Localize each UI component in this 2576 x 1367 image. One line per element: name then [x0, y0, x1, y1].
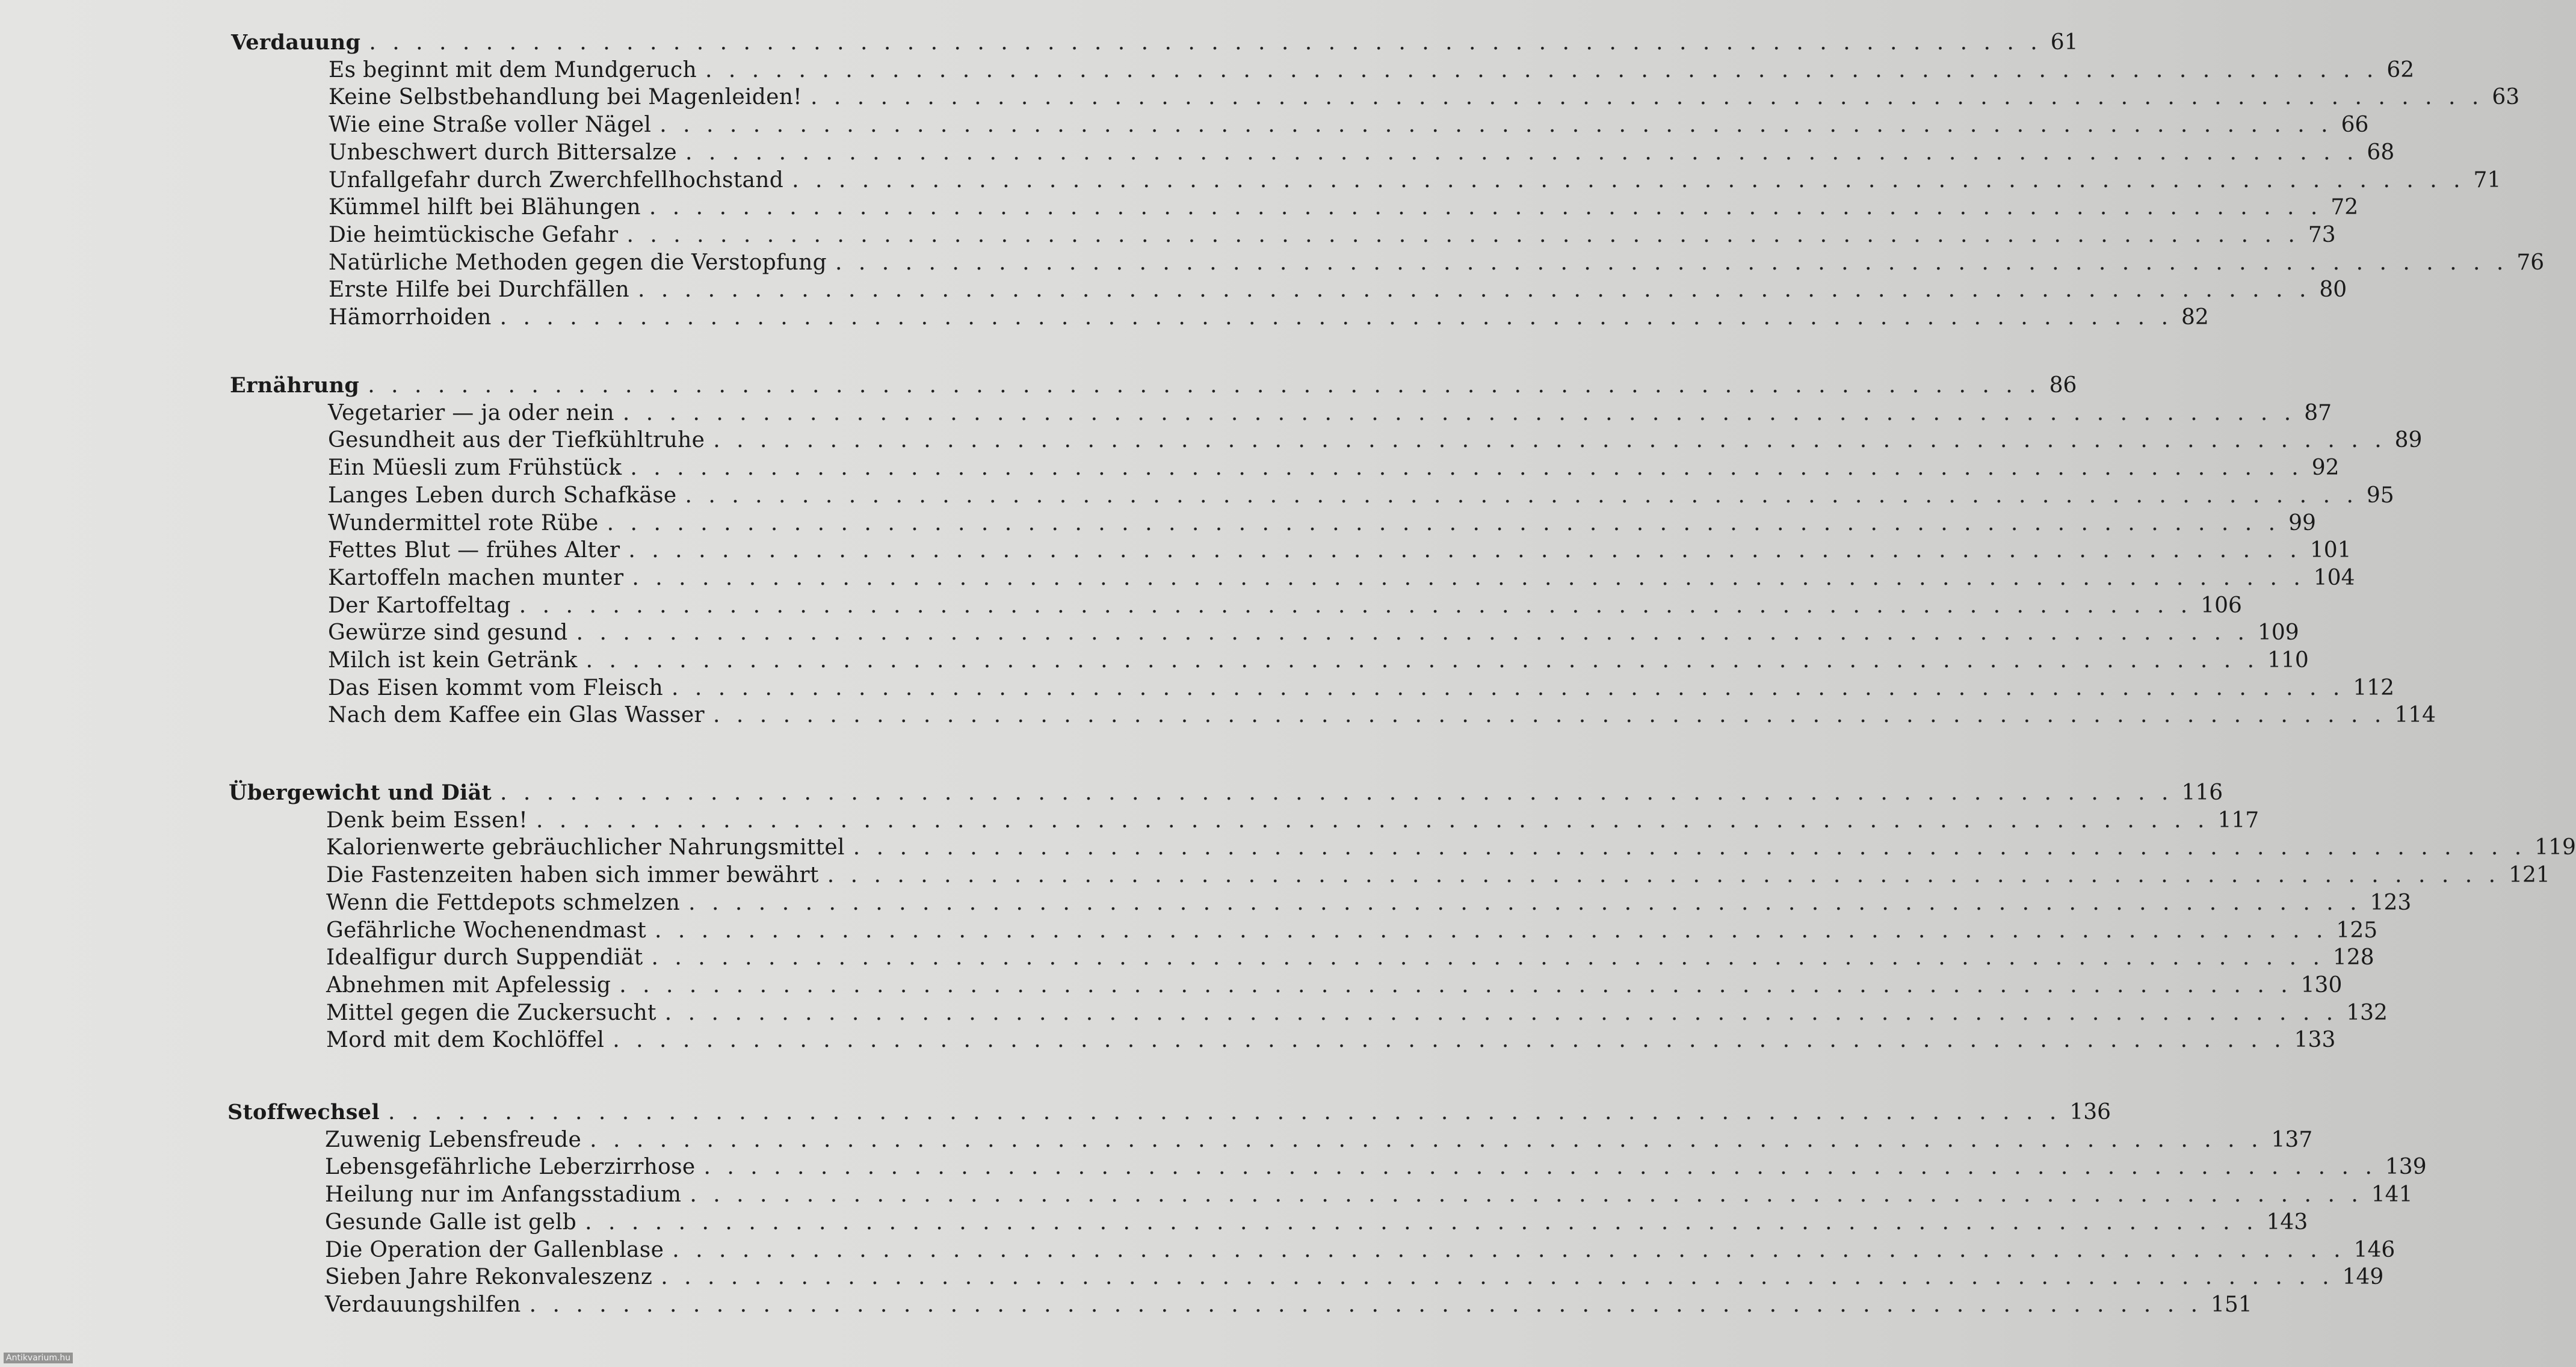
toc-entry: [325, 1128, 2313, 1155]
dot-leader: . . . . . . . . . . . . . . . . . . . . . . . . . . . . . . . . . . . . . . . . . . . . . . . . . . . . . . . . . . . . . . . . . . . . . . . .: [672, 1238, 2346, 1262]
page-number: 121: [2509, 863, 2550, 887]
entry-title: Kalorienwerte gebräuchlicher Nahrungsmittel: [326, 835, 845, 860]
page-number: 130: [2300, 973, 2343, 998]
entry-title: Verdauungshilfen: [325, 1292, 521, 1317]
dot-leader: . . . . . . . . . . . . . . . . . . . . . . . . . . . . . . . . . . . . . . . . . . . . . . . . . . . . . . . . . . . . . . . . . . . . . . . .: [613, 1028, 2286, 1052]
toc-entry: [326, 1028, 2336, 1055]
toc-entry: [329, 58, 2415, 85]
entry-title: Das Eisen kommt vom Fleisch: [328, 676, 663, 700]
page-number: 125: [2336, 918, 2378, 943]
page-number: 119: [2534, 835, 2576, 860]
toc-entry: [328, 703, 2436, 730]
section-heading: [231, 30, 2078, 58]
dot-leader: . . . . . . . . . . . . . . . . . . . . . . . . . . . . . . . . . . . . . . . . . . . . . . . . . . . . . . . . . . . . . . . . . . . . . . . .: [685, 483, 2358, 508]
dot-leader: . . . . . . . . . . . . . . . . . . . . . . . . . . . . . . . . . . . . . . . . . . . . . . . . . . . . . . . . . . . . . . . . . . . . . . . .: [685, 140, 2359, 165]
toc-entry: [329, 305, 2209, 333]
dot-leader: . . . . . . . . . . . . . . . . . . . . . . . . . . . . . . . . . . . . . . . . . . . . . . . . . . . . . . . . . . . . . . . . . . . . . . . .: [536, 808, 2210, 833]
entry-title: Vegetarier — ja oder nein: [328, 401, 614, 425]
section-heading: [227, 1100, 2111, 1128]
dot-leader: . . . . . . . . . . . . . . . . . . . . . . . . . . . . . . . . . . . . . . . . . . . . . . . . . . . . . . . . . . . . . . . . . . . . . . . .: [671, 676, 2345, 700]
entry-title: Ein Müesli zum Frühstück: [328, 455, 622, 480]
toc-entry: [326, 863, 2550, 890]
dot-leader: . . . . . . . . . . . . . . . . . . . . . . . . . . . . . . . . . . . . . . . . . . . . . . . . . . . . . . . . . . . . . . . . . . . . . . . .: [519, 593, 2193, 618]
page-number: 92: [2311, 455, 2340, 480]
toc-entry: [325, 1210, 2308, 1238]
entry-title: Kümmel hilft bei Blähungen: [329, 195, 641, 220]
page-number: 136: [2069, 1100, 2111, 1125]
dot-leader: . . . . . . . . . . . . . . . . . . . . . . . . . . . . . . . . . . . . . . . . . . . . . . . . . . . . . . . . . . . . . . . . . . . . . . . .: [661, 1265, 2334, 1289]
dot-leader: . . . . . . . . . . . . . . . . . . . . . . . . . . . . . . . . . . . . . . . . . . . . . . . . . . . . . . . . . . . . . . . . . . . . . . . .: [688, 890, 2362, 915]
page-number: 95: [2366, 483, 2394, 508]
page-number: 71: [2473, 168, 2501, 193]
entry-title: Kartoffeln machen munter: [328, 566, 624, 590]
section-title: Verdauung: [231, 30, 361, 55]
dot-leader: . . . . . . . . . . . . . . . . . . . . . . . . . . . . . . . . . . . . . . . . . . . . . . . . . . . . . . . . . . . . . . . . . . . . . . . .: [590, 1128, 2263, 1152]
entry-title: Die Operation der Gallenblase: [325, 1238, 664, 1262]
toc-entry: [329, 168, 2501, 196]
dot-leader: . . . . . . . . . . . . . . . . . . . . . . . . . . . . . . . . . . . . . . . . . . . . . . . . . . . . . . . . . . . . . . . . . . . . . . . .: [622, 401, 2296, 425]
entry-title: Heilung nur im Anfangsstadium: [325, 1182, 682, 1207]
page-number: 106: [2201, 593, 2242, 618]
page-number: 63: [2492, 85, 2520, 110]
dot-leader: . . . . . . . . . . . . . . . . . . . . . . . . . . . . . . . . . . . . . . . . . . . . . . . . . . . . . . . . . . . . . . . . . . . . . . . .: [659, 113, 2333, 137]
entry-title: Abnehmen mit Apfelessig: [326, 973, 611, 998]
page-number: 143: [2266, 1210, 2308, 1235]
entry-title: Zuwenig Lebensfreude: [325, 1128, 582, 1152]
dot-leader: . . . . . . . . . . . . . . . . . . . . . . . . . . . . . . . . . . . . . . . . . . . . . . . . . . . . . . . . . . . . . . . . . . . . . . . .: [585, 648, 2259, 673]
dot-leader: . . . . . . . . . . . . . . . . . . . . . . . . . . . . . . . . . . . . . . . . . . . . . . . . . . . . . . . . . . . . . . . . . . . . . . . .: [638, 277, 2311, 302]
entry-title: Natürliche Methoden gegen die Verstopfung: [329, 250, 827, 275]
entry-title: Wenn die Fettdepots schmelzen: [326, 890, 681, 915]
entry-title: Denk beim Essen!: [326, 808, 528, 833]
entry-title: Erste Hilfe bei Durchfällen: [329, 277, 629, 302]
toc-entry: [326, 918, 2378, 946]
toc-entry: [328, 428, 2423, 455]
toc-entry: [328, 566, 2355, 593]
page-number: 128: [2332, 945, 2374, 970]
dot-leader: . . . . . . . . . . . . . . . . . . . . . . . . . . . . . . . . . . . . . . . . . . . . . . . . . . . . . . . . . . . . . . . . . . . . . . . .: [369, 30, 2042, 55]
entry-title: Gesunde Galle ist gelb: [325, 1210, 577, 1235]
entry-title: Idealfigur durch Suppendiät: [326, 945, 643, 970]
entry-title: Sieben Jahre Rekonvaleszenz: [325, 1265, 653, 1289]
dot-leader: . . . . . . . . . . . . . . . . . . . . . . . . . . . . . . . . . . . . . . . . . . . . . . . . . . . . . . . . . . . . . . . . . . . . . . . .: [632, 566, 2305, 590]
entry-title: Unbeschwert durch Bittersalze: [329, 140, 678, 165]
dot-leader: . . . . . . . . . . . . . . . . . . . . . . . . . . . . . . . . . . . . . . . . . . . . . . . . . . . . . . . . . . . . . . . . . . . . . . . .: [853, 835, 2527, 860]
dot-leader: . . . . . . . . . . . . . . . . . . . . . . . . . . . . . . . . . . . . . . . . . . . . . . . . . . . . . . . . . . . . . . . . . . . . . . . .: [703, 1155, 2377, 1179]
page-number: 62: [2386, 58, 2415, 82]
entry-title: Gewürze sind gesund: [328, 620, 568, 645]
dot-leader: . . . . . . . . . . . . . . . . . . . . . . . . . . . . . . . . . . . . . . . . . . . . . . . . . . . . . . . . . . . . . . . . . . . . . . . .: [499, 305, 2173, 330]
dot-leader: . . . . . . . . . . . . . . . . . . . . . . . . . . . . . . . . . . . . . . . . . . . . . . . . . . . . . . . . . . . . . . . . . . . . . . . .: [585, 1210, 2258, 1235]
entry-title: Unfallgefahr durch Zwerchfellhochstand: [329, 168, 784, 193]
dot-leader: . . . . . . . . . . . . . . . . . . . . . . . . . . . . . . . . . . . . . . . . . . . . . . . . . . . . . . . . . . . . . . . . . . . . . . . .: [529, 1292, 2203, 1317]
section-title: Übergewicht und Diät: [229, 780, 492, 805]
dot-leader: . . . . . . . . . . . . . . . . . . . . . . . . . . . . . . . . . . . . . . . . . . . . . . . . . . . . . . . . . . . . . . . . . . . . . . . .: [827, 863, 2501, 887]
page-number: 99: [2288, 511, 2316, 535]
dot-leader: . . . . . . . . . . . . . . . . . . . . . . . . . . . . . . . . . . . . . . . . . . . . . . . . . . . . . . . . . . . . . . . . . . . . . . . .: [690, 1182, 2363, 1207]
page-number: 61: [2050, 30, 2078, 55]
page-number: 82: [2181, 305, 2209, 330]
entry-title: Keine Selbstbehandlung bei Magenleiden!: [329, 85, 802, 110]
page-number: 76: [2516, 250, 2545, 275]
toc-entry: [329, 277, 2347, 305]
dot-leader: . . . . . . . . . . . . . . . . . . . . . . . . . . . . . . . . . . . . . . . . . . . . . . . . . . . . . . . . . . . . . . . . . . . . . . . .: [835, 250, 2509, 275]
toc-entry: [325, 1265, 2384, 1292]
toc-entry: [326, 835, 2576, 863]
dot-leader: . . . . . . . . . . . . . . . . . . . . . . . . . . . . . . . . . . . . . . . . . . . . . . . . . . . . . . . . . . . . . . . . . . . . . . . .: [649, 195, 2323, 220]
page-number: 149: [2342, 1265, 2384, 1289]
toc-entry: [329, 85, 2520, 113]
entry-title: Fettes Blut — frühes Alter: [328, 538, 620, 563]
dot-leader: . . . . . . . . . . . . . . . . . . . . . . . . . . . . . . . . . . . . . . . . . . . . . . . . . . . . . . . . . . . . . . . . . . . . . . . .: [576, 620, 2249, 645]
section-heading: [229, 780, 2223, 808]
watermark: Antikvarium.hu: [4, 1353, 73, 1363]
dot-leader: . . . . . . . . . . . . . . . . . . . . . . . . . . . . . . . . . . . . . . . . . . . . . . . . . . . . . . . . . . . . . . . . . . . . . . . .: [705, 58, 2379, 82]
dot-leader: . . . . . . . . . . . . . . . . . . . . . . . . . . . . . . . . . . . . . . . . . . . . . . . . . . . . . . . . . . . . . . . . . . . . . . . .: [810, 85, 2484, 110]
toc-entry: [328, 455, 2340, 483]
dot-leader: . . . . . . . . . . . . . . . . . . . . . . . . . . . . . . . . . . . . . . . . . . . . . . . . . . . . . . . . . . . . . . . . . . . . . . . .: [607, 511, 2281, 535]
entry-title: Mord mit dem Kochlöffel: [326, 1028, 605, 1052]
toc-entry: [329, 113, 2369, 140]
toc-entry: [328, 401, 2332, 428]
toc-entry: [328, 538, 2352, 566]
page-number: 87: [2304, 401, 2332, 425]
entry-title: Gefährliche Wochenendmast: [326, 918, 647, 943]
page-number: 68: [2367, 140, 2395, 165]
page-number: 110: [2267, 648, 2309, 673]
dot-leader: . . . . . . . . . . . . . . . . . . . . . . . . . . . . . . . . . . . . . . . . . . . . . . . . . . . . . . . . . . . . . . . . . . . . . . . .: [655, 918, 2328, 943]
dot-leader: . . . . . . . . . . . . . . . . . . . . . . . . . . . . . . . . . . . . . . . . . . . . . . . . . . . . . . . . . . . . . . . . . . . . . . . .: [712, 703, 2386, 727]
toc-entry: [328, 620, 2299, 648]
page-number: 117: [2217, 808, 2259, 833]
page-number: 151: [2211, 1292, 2252, 1317]
toc-entry: [329, 140, 2395, 168]
toc-entry: [326, 1001, 2388, 1028]
toc-entry: [325, 1155, 2427, 1182]
dot-leader: . . . . . . . . . . . . . . . . . . . . . . . . . . . . . . . . . . . . . . . . . . . . . . . . . . . . . . . . . . . . . . . . . . . . . . . .: [626, 223, 2300, 247]
entry-title: Hämorrhoiden: [329, 305, 492, 330]
toc-entry: [325, 1238, 2395, 1265]
entry-title: Mittel gegen die Zuckersucht: [326, 1001, 656, 1025]
dot-leader: . . . . . . . . . . . . . . . . . . . . . . . . . . . . . . . . . . . . . . . . . . . . . . . . . . . . . . . . . . . . . . . . . . . . . . . .: [368, 373, 2041, 398]
page-number: 133: [2294, 1028, 2336, 1052]
entry-title: Milch ist kein Getränk: [328, 648, 578, 673]
page-number: 114: [2394, 703, 2436, 727]
section-heading: [230, 373, 2077, 401]
page-number: 141: [2371, 1182, 2413, 1207]
dot-leader: . . . . . . . . . . . . . . . . . . . . . . . . . . . . . . . . . . . . . . . . . . . . . . . . . . . . . . . . . . . . . . . . . . . . . . . .: [713, 428, 2386, 452]
entry-title: Lebensgefährliche Leberzirrhose: [325, 1155, 696, 1179]
page-number: 86: [2049, 373, 2077, 398]
page-number: 137: [2271, 1128, 2313, 1152]
toc-entry: [328, 593, 2242, 621]
toc-entry: [328, 676, 2395, 703]
toc-entry: [329, 223, 2336, 250]
page-number: 89: [2394, 428, 2423, 452]
toc-entry: [326, 945, 2374, 973]
toc-entry: [325, 1182, 2413, 1210]
entry-title: Langes Leben durch Schafkäse: [328, 483, 677, 508]
toc-entry: [328, 648, 2309, 676]
entry-title: Wundermittel rote Rübe: [328, 511, 599, 535]
page-number: 112: [2353, 676, 2395, 700]
dot-leader: . . . . . . . . . . . . . . . . . . . . . . . . . . . . . . . . . . . . . . . . . . . . . . . . . . . . . . . . . . . . . . . . . . . . . . . .: [500, 780, 2173, 805]
entry-title: Die Fastenzeiten haben sich immer bewährt: [326, 863, 819, 887]
toc-entry: [329, 195, 2359, 223]
dot-leader: . . . . . . . . . . . . . . . . . . . . . . . . . . . . . . . . . . . . . . . . . . . . . . . . . . . . . . . . . . . . . . . . . . . . . . . .: [619, 973, 2293, 998]
dot-leader: . . . . . . . . . . . . . . . . . . . . . . . . . . . . . . . . . . . . . . . . . . . . . . . . . . . . . . . . . . . . . . . . . . . . . . . .: [792, 168, 2465, 193]
page-number: 101: [2309, 538, 2352, 563]
dot-leader: . . . . . . . . . . . . . . . . . . . . . . . . . . . . . . . . . . . . . . . . . . . . . . . . . . . . . . . . . . . . . . . . . . . . . . . .: [630, 455, 2303, 480]
page-number: 116: [2181, 780, 2223, 805]
page-number: 109: [2258, 620, 2299, 645]
toc-entry: [329, 250, 2545, 278]
toc-entry: [326, 973, 2343, 1001]
page-number: 73: [2308, 223, 2336, 247]
toc-entry: [325, 1292, 2252, 1320]
page-number: 123: [2370, 890, 2412, 915]
page-number: 80: [2319, 277, 2347, 302]
toc-entry: [328, 483, 2394, 511]
section-title: Ernährung: [230, 373, 360, 398]
dot-leader: . . . . . . . . . . . . . . . . . . . . . . . . . . . . . . . . . . . . . . . . . . . . . . . . . . . . . . . . . . . . . . . . . . . . . . . .: [651, 945, 2324, 970]
entry-title: Der Kartoffeltag: [328, 593, 511, 618]
page-number: 139: [2385, 1155, 2427, 1179]
page-number: 104: [2313, 566, 2355, 590]
dot-leader: . . . . . . . . . . . . . . . . . . . . . . . . . . . . . . . . . . . . . . . . . . . . . . . . . . . . . . . . . . . . . . . . . . . . . . . .: [664, 1001, 2338, 1025]
page-number: 146: [2353, 1238, 2395, 1262]
dot-leader: . . . . . . . . . . . . . . . . . . . . . . . . . . . . . . . . . . . . . . . . . . . . . . . . . . . . . . . . . . . . . . . . . . . . . . . .: [388, 1100, 2062, 1125]
section-title: Stoffwechsel: [227, 1100, 380, 1125]
toc-entry: [326, 808, 2259, 836]
page-number: 72: [2330, 195, 2359, 220]
entry-title: Wie eine Straße voller Nägel: [329, 113, 652, 137]
entry-title: Gesundheit aus der Tiefkühltruhe: [328, 428, 705, 452]
entry-title: Es beginnt mit dem Mundgeruch: [329, 58, 697, 82]
dot-leader: . . . . . . . . . . . . . . . . . . . . . . . . . . . . . . . . . . . . . . . . . . . . . . . . . . . . . . . . . . . . . . . . . . . . . . . .: [628, 538, 2302, 563]
toc-entry: [326, 890, 2412, 918]
page-number: 66: [2341, 113, 2369, 137]
page-number: 132: [2346, 1001, 2388, 1025]
entry-title: Nach dem Kaffee ein Glas Wasser: [328, 703, 705, 727]
entry-title: Die heimtückische Gefahr: [329, 223, 619, 247]
toc-entry: [328, 511, 2316, 538]
